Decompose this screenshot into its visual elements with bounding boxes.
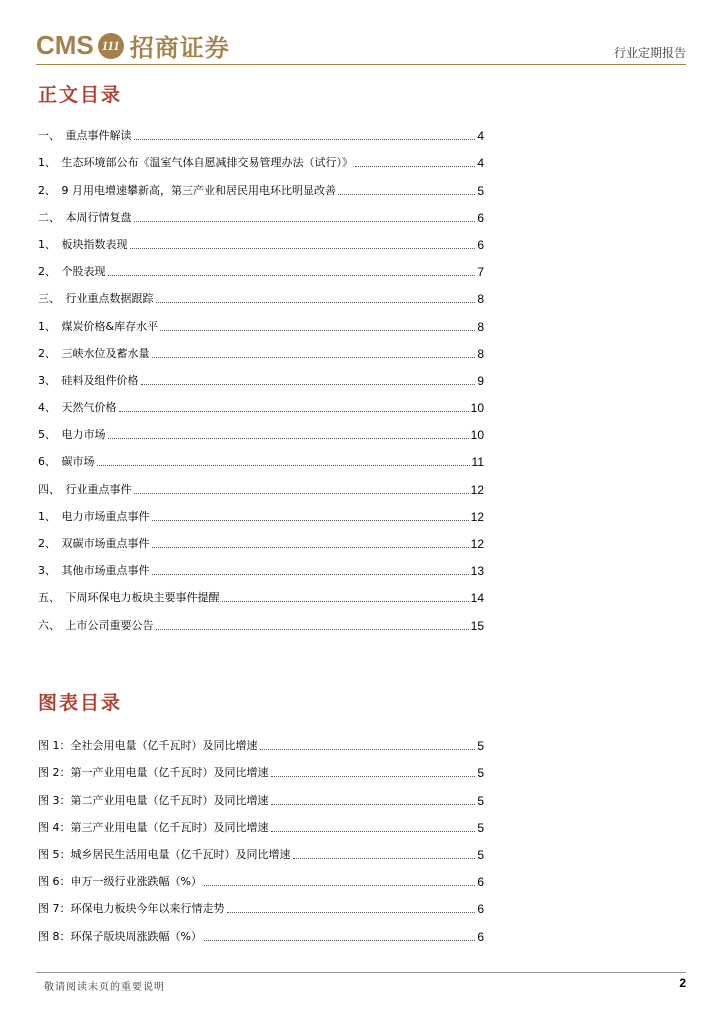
toc-entry-page: 8	[477, 346, 484, 361]
toc-entry[interactable]	[38, 361, 484, 388]
toc-entry[interactable]	[38, 225, 484, 252]
toc-entry-page: 6	[477, 929, 484, 944]
toc-entry-page: 12	[470, 482, 484, 497]
toc-entry-page: 6	[477, 902, 484, 917]
toc-entry-label: 4、 天然气价格	[38, 401, 117, 415]
dot-leader	[152, 547, 469, 548]
toc-entry-label: 一、 重点事件解读	[38, 129, 132, 143]
toc-entry-page: 5	[477, 739, 484, 754]
toc-entry-page: 6	[477, 237, 484, 252]
dot-leader	[141, 384, 476, 385]
toc-entry-label: 1、 电力市场重点事件	[38, 509, 150, 523]
dot-leader	[152, 520, 469, 521]
dot-leader	[156, 629, 469, 630]
toc-entry[interactable]	[38, 605, 484, 632]
toc-entry-page: 6	[477, 210, 484, 225]
toc-entry-page: 10	[470, 428, 484, 443]
dot-leader	[271, 804, 476, 805]
dot-leader	[119, 411, 469, 412]
toc-entry[interactable]	[38, 497, 484, 524]
toc-entry-page: 14	[470, 591, 484, 606]
dot-leader	[293, 858, 476, 859]
toc-entry-page: 5	[477, 847, 484, 862]
toc-entry-page: 5	[477, 183, 484, 198]
dot-leader	[108, 438, 469, 439]
contents-title: 正文目录	[38, 84, 123, 106]
dot-leader	[156, 302, 476, 303]
toc-entry-label: 图 6：申万一级行业涨跌幅（%）	[38, 875, 202, 889]
dot-leader	[152, 574, 469, 575]
toc-entry[interactable]	[38, 198, 484, 225]
toc-entry[interactable]	[38, 334, 484, 361]
page-header	[36, 24, 686, 64]
toc-entry-page: 12	[470, 537, 484, 551]
toc-entry-label: 四、 行业重点事件	[38, 482, 132, 496]
toc-entry-label: 二、 本周行情复盘	[38, 210, 132, 224]
toc-entry[interactable]	[38, 252, 484, 279]
logo-badge-text: 111	[101, 37, 120, 53]
dot-leader	[338, 194, 475, 195]
dot-leader	[108, 275, 476, 276]
dot-leader	[204, 885, 475, 886]
dot-leader	[204, 940, 475, 941]
toc-entry-page: 4	[477, 156, 484, 171]
figure-entry[interactable]	[38, 726, 484, 753]
toc-entry-page: 5	[477, 793, 484, 808]
toc-entry-label: 2、 9 月用电增速攀新高，第三产业和居民用电环比明显改善	[38, 183, 336, 197]
toc-entry-page: 5	[477, 820, 484, 835]
dot-leader	[271, 831, 476, 832]
toc-entry-label: 六、 上市公司重要公告	[38, 618, 154, 632]
dot-leader	[355, 166, 475, 167]
toc-entry-label: 图 1：全社会用电量（亿千瓦时）及同比增速	[38, 739, 258, 753]
dot-leader	[222, 601, 469, 602]
figure-entry[interactable]	[38, 835, 484, 862]
dot-leader	[260, 749, 476, 750]
figure-entry[interactable]	[38, 916, 484, 943]
toc-entry-label: 6、 碳市场	[38, 455, 95, 469]
header-divider	[36, 64, 686, 65]
toc-entry-page: 10	[470, 401, 484, 416]
toc-entry-label: 图 4：第三产业用电量（亿千瓦时）及同比增速	[38, 820, 269, 834]
toc-entry[interactable]	[38, 116, 484, 143]
report-type: 行业定期报告	[613, 46, 686, 60]
toc-entry[interactable]	[38, 143, 484, 170]
figure-entry[interactable]	[38, 780, 484, 807]
toc-entry-label: 五、 下周环保电力板块主要事件提醒	[38, 591, 220, 605]
toc-entry-page: 13	[470, 564, 484, 579]
toc-entry-page: 9	[477, 373, 484, 388]
toc-entry-label: 2、 三峡水位及蓄水量	[38, 346, 150, 360]
toc-entry[interactable]	[38, 306, 484, 333]
footer-disclaimer: 敬请阅读末页的重要说明	[44, 982, 165, 993]
toc-entry[interactable]	[38, 524, 484, 551]
toc-entry-label: 2、 个股表现	[38, 265, 106, 279]
toc-entry-page: 6	[477, 875, 484, 890]
logo-badge-icon	[98, 33, 124, 59]
figure-entry[interactable]	[38, 889, 484, 916]
contents-list	[38, 116, 484, 633]
toc-entry-label: 3、 硅料及组件价格	[38, 373, 139, 387]
toc-entry-label: 图 2：第一产业用电量（亿千瓦时）及同比增速	[38, 766, 269, 780]
dot-leader	[160, 330, 475, 331]
figure-entry[interactable]	[38, 862, 484, 889]
toc-entry-page: 15	[470, 618, 484, 633]
toc-entry[interactable]	[38, 388, 484, 415]
toc-entry-page: 5	[477, 766, 484, 781]
toc-entry[interactable]	[38, 415, 484, 442]
toc-entry-page: 8	[477, 319, 484, 334]
toc-entry-page: 11	[471, 455, 484, 470]
dot-leader	[134, 139, 476, 140]
toc-entry-page: 8	[477, 292, 484, 307]
dot-leader	[152, 357, 476, 358]
dot-leader	[271, 776, 476, 777]
footer-divider	[36, 972, 686, 973]
toc-entry-label: 图 7：环保电力板块今年以来行情走势	[38, 902, 225, 916]
figure-entry[interactable]	[38, 753, 484, 780]
page-number: 2	[679, 976, 686, 990]
toc-entry-page: 12	[470, 509, 484, 524]
dot-leader	[97, 465, 470, 466]
toc-entry-label: 3、 其他市场重点事件	[38, 564, 150, 578]
toc-entry-label: 5、 电力市场	[38, 428, 106, 442]
toc-entry-page: 4	[477, 129, 484, 144]
dot-leader	[130, 248, 476, 249]
toc-entry-label: 1、 煤炭价格&库存水平	[38, 319, 159, 333]
toc-entry[interactable]	[38, 279, 484, 306]
figures-title: 图表目录	[38, 692, 123, 714]
figure-entry[interactable]	[38, 808, 484, 835]
toc-entry[interactable]	[38, 578, 484, 605]
dot-leader	[134, 493, 469, 494]
toc-entry-label: 三、 行业重点数据跟踪	[38, 292, 154, 306]
toc-entry-label: 图 3：第二产业用电量（亿千瓦时）及同比增速	[38, 793, 269, 807]
dot-leader	[227, 912, 476, 913]
toc-entry[interactable]	[38, 469, 484, 496]
toc-entry-label: 1、 生态环境部公布《温室气体自愿减排交易管理办法（试行）》	[38, 156, 353, 170]
dot-leader	[134, 221, 476, 222]
toc-entry-label: 1、 板块指数表现	[38, 237, 128, 251]
cms-logo	[36, 28, 230, 63]
figures-list	[38, 726, 484, 944]
toc-entry[interactable]	[38, 170, 484, 197]
logo-latin-text: CMS	[36, 30, 94, 60]
toc-entry[interactable]	[38, 442, 484, 469]
logo-chinese-text: 招商证券	[129, 34, 230, 62]
toc-entry-label: 图 5：城乡居民生活用电量（亿千瓦时）及同比增速	[38, 847, 291, 861]
toc-entry-page: 7	[477, 265, 484, 280]
toc-entry[interactable]	[38, 551, 484, 578]
toc-entry-label: 2、 双碳市场重点事件	[38, 537, 150, 550]
toc-entry-label: 图 8：环保子版块周涨跌幅（%）	[38, 929, 202, 943]
